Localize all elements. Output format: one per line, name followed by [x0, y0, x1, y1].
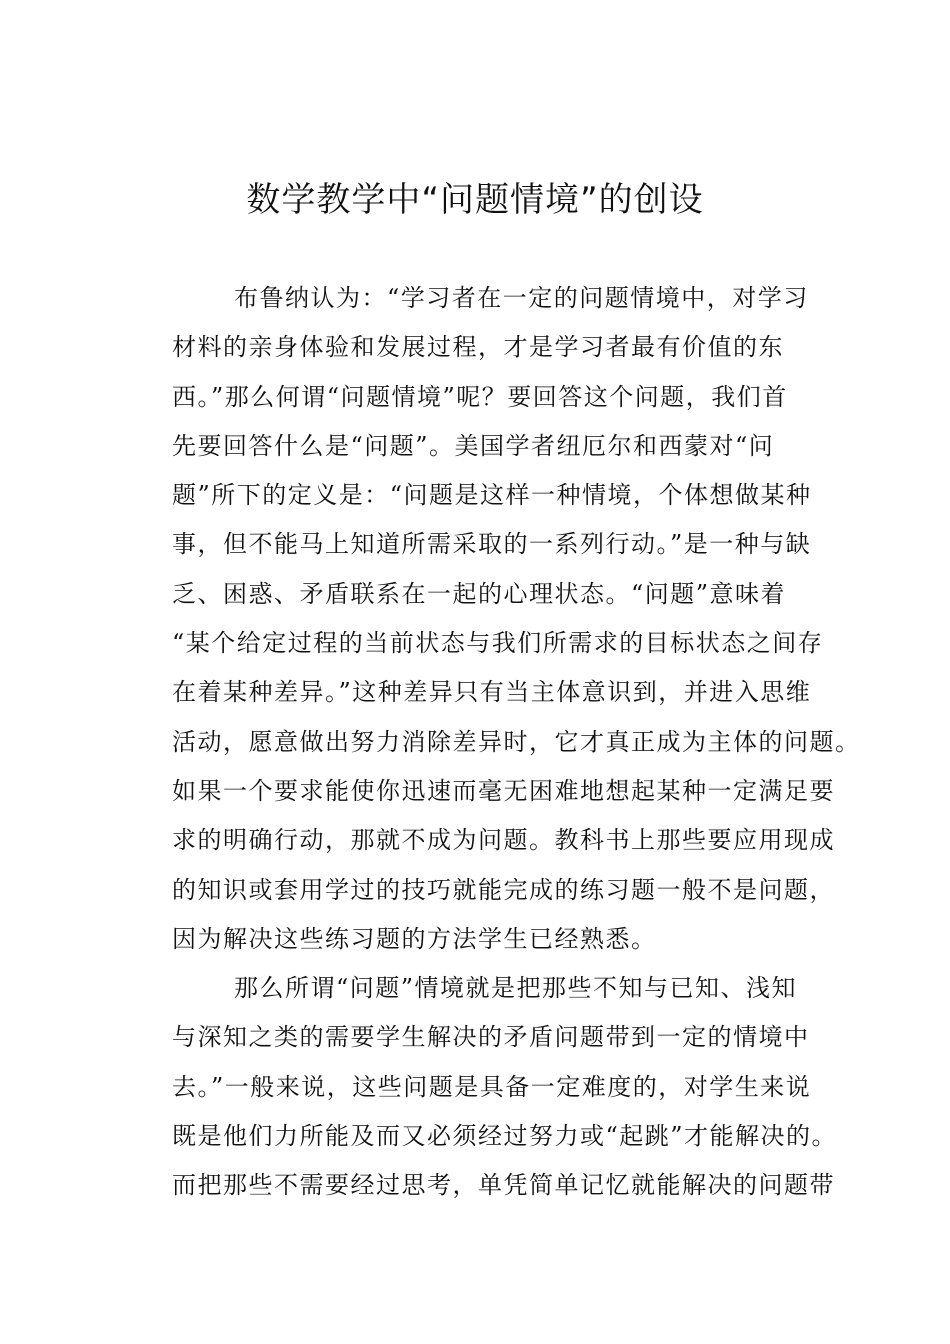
paragraph-1-line-6: 事，但不能马上知道所需采取的一系列行动。”是一种与缺 [172, 530, 812, 559]
paragraph-2-line-4: 既是他们力所能及而又必须经过努力或“起跳”才能解决的。 [172, 1122, 838, 1151]
page-title: 数学教学中“问题情境”的创设 [246, 180, 704, 220]
paragraph-1-line-14: 因为解决这些练习题的方法学生已经熟悉。 [172, 924, 657, 953]
paragraph-1-line-4: 先要回答什么是“问题”。美国学者纽厄尔和西蒙对“问 [172, 431, 775, 460]
paragraph-1-line-8: “某个给定过程的当前状态与我们所需求的目标状态之间存 [172, 629, 824, 658]
paragraph-1-line-3: 西。”那么何谓“问题情境”呢？要回答这个问题，我们首 [172, 382, 788, 411]
paragraph-1-line-11: 如果一个要求能使你迅速而毫无困难地想起某种一定满足要 [172, 776, 835, 805]
paragraph-1-line-13: 的知识或套用学过的技巧就能完成的练习题一般不是问题， [172, 875, 835, 904]
paragraph-1-line-5: 题”所下的定义是：“问题是这样一种情境，个体想做某种 [172, 481, 812, 510]
paragraph-2-line-2: 与深知之类的需要学生解决的矛盾问题带到一定的情境中 [172, 1023, 810, 1052]
paragraph-2-line-1: 那么所谓“问题”情境就是把那些不知与已知、浅知 [234, 974, 798, 1003]
paragraph-1-line-10: 活动，愿意做出努力消除差异时，它才真正成为主体的问题。 [172, 727, 861, 756]
paragraph-2-line-3: 去。”一般来说，这些问题是具备一定难度的，对学生来说 [172, 1072, 812, 1101]
paragraph-1-line-9: 在着某种差异。”这种差异只有当主体意识到，并进入思维 [172, 678, 812, 707]
paragraph-1-line-7: 乏、困惑、矛盾联系在一起的心理状态。“问题”意味着 [172, 579, 787, 608]
paragraph-1-line-1: 布鲁纳认为：“学习者在一定的问题情境中，对学习 [234, 284, 809, 312]
paragraph-1-line-12: 求的明确行动，那就不成为问题。教科书上那些要应用现成 [172, 826, 835, 855]
paragraph-2-line-5: 而把那些不需要经过思考，单凭简单记忆就能解决的问题带 [172, 1171, 835, 1200]
document-body [172, 274, 861, 1211]
paragraph-1-line-2: 材料的亲身体验和发展过程，才是学习者最有价值的东 [172, 333, 784, 362]
